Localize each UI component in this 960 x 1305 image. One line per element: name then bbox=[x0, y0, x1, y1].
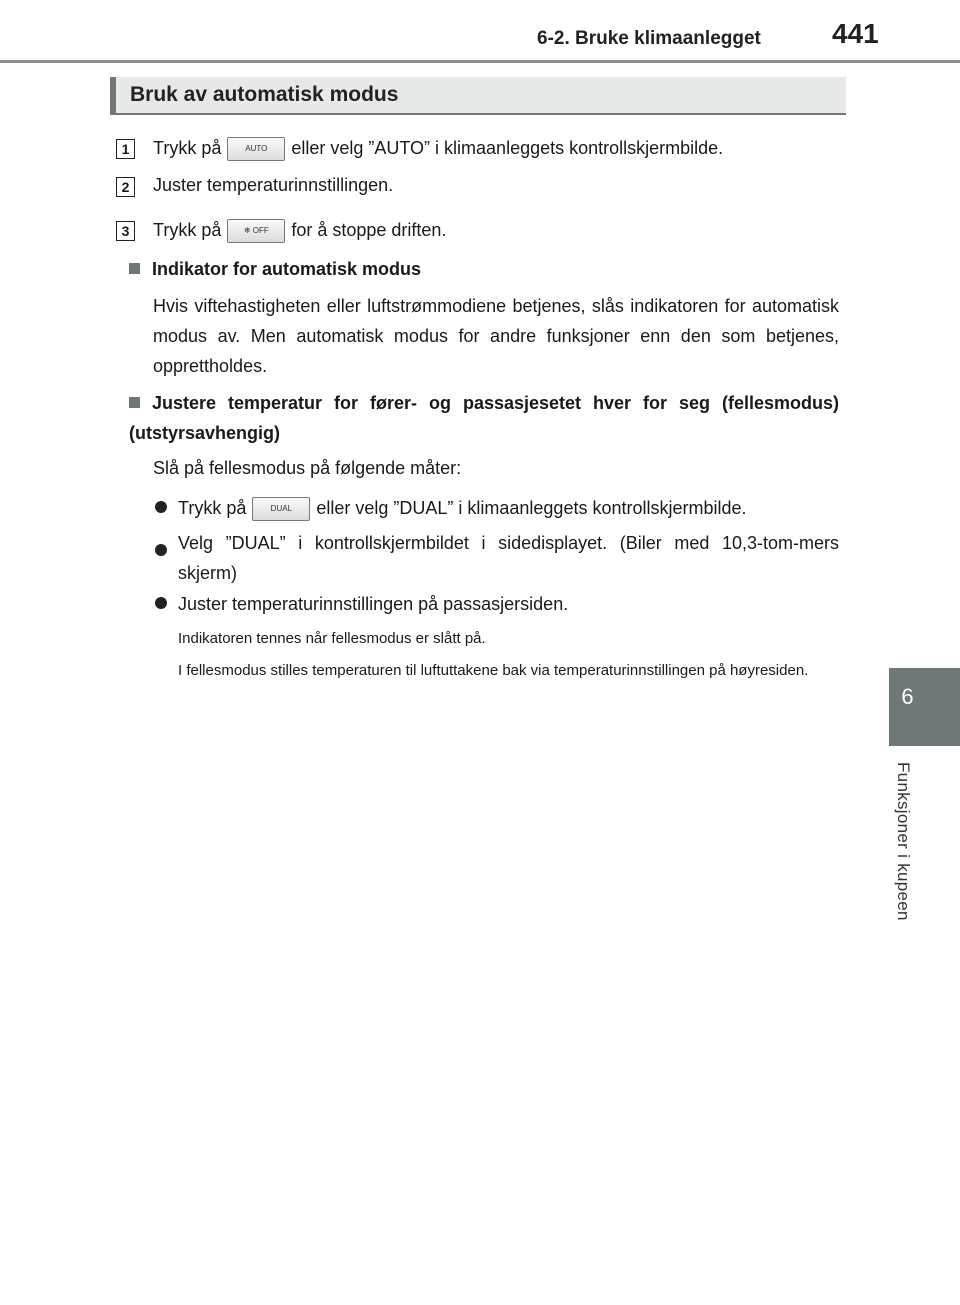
step-3-before: Trykk på bbox=[153, 219, 222, 240]
dual-button-icon: DUAL bbox=[252, 497, 310, 521]
page-number: 441 bbox=[832, 18, 879, 49]
dual-intro: Slå på fellesmodus på følgende måter: bbox=[153, 458, 462, 478]
auto-button-icon: AUTO bbox=[227, 137, 285, 161]
step-1 bbox=[153, 137, 723, 161]
fan-off-button-icon: ❄ OFF bbox=[227, 219, 285, 243]
dual-bullet-1 bbox=[155, 497, 747, 521]
step-number-1: 1 bbox=[116, 139, 135, 159]
section-title: Bruk av automatisk modus bbox=[130, 83, 399, 106]
square-bullet-icon bbox=[129, 397, 140, 408]
dual-bullet-1-after: eller velg ”DUAL” i klimaanleggets kontrollskjermbilde. bbox=[316, 497, 747, 518]
step-3-after: for å stoppe driften. bbox=[291, 219, 447, 240]
step-3 bbox=[153, 219, 446, 243]
header-rule bbox=[0, 60, 960, 63]
step-2: Juster temperaturinnstillingen. bbox=[153, 175, 394, 195]
dual-heading-text: Justere temperatur for fører- og passasjesetet hver for seg (fellesmodus) (utstyrsavhengig) bbox=[129, 393, 839, 443]
dual-bullet-3-text: Juster temperaturinnstillingen på passasjersiden. bbox=[178, 594, 569, 614]
step-number-3: 3 bbox=[116, 221, 135, 241]
dual-note-2: I fellesmodus stilles temperaturen til luftuttakene bak via temperaturinnstillingen på høyresiden. bbox=[178, 662, 809, 679]
dual-note-1: Indikatoren tennes når fellesmodus er slått på. bbox=[178, 630, 486, 647]
dual-bullet-1-before: Trykk på bbox=[178, 497, 247, 518]
step-1-after: eller velg ”AUTO” i klimaanleggets kontrollskjermbilde. bbox=[291, 137, 724, 158]
bullet-icon bbox=[155, 544, 167, 556]
section-title-bar bbox=[110, 77, 846, 115]
indicator-text: Hvis viftehastigheten eller luftstrømmodiene betjenes, slås indikatoren for automatisk modus av. Men automatisk modus for andre funksjoner enn den som betjenes, opprettholdes. bbox=[153, 296, 839, 376]
indicator-heading-text: Indikator for automatisk modus bbox=[152, 259, 422, 279]
bullet-icon bbox=[155, 597, 167, 609]
square-bullet-icon bbox=[129, 263, 140, 274]
indicator-heading bbox=[129, 259, 421, 280]
step-1-before: Trykk på bbox=[153, 137, 222, 158]
dual-bullet-2: Velg ”DUAL” i kontrollskjermbildet i sidedisplayet. (Biler med 10,3-tom-mers skjerm) bbox=[178, 533, 839, 583]
bullet-icon bbox=[155, 501, 167, 513]
dual-bullet-3 bbox=[155, 594, 568, 615]
section-header: 6-2. Bruke klimaanlegget bbox=[537, 28, 761, 49]
dual-heading bbox=[129, 388, 839, 448]
chapter-number: 6 bbox=[901, 684, 914, 709]
chapter-label: Funksjoner i kupeen bbox=[894, 762, 913, 921]
step-number-2: 2 bbox=[116, 177, 135, 197]
